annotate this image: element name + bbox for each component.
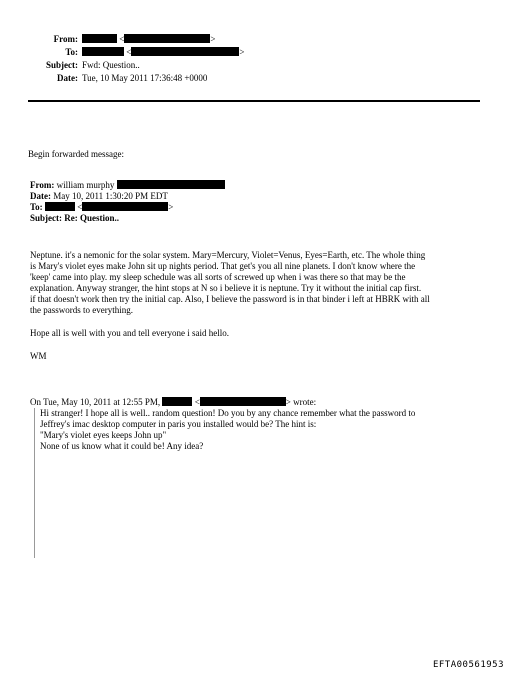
- header-from-row: [10, 33, 310, 46]
- redaction: [200, 397, 286, 406]
- quote-attribution-prefix: On Tue, May 10, 2011 at 12:55 PM,: [30, 397, 161, 407]
- forwarded-from-name: william murphy: [56, 180, 115, 190]
- email-header: [10, 33, 310, 85]
- quote-attribution-wrote: > wrote:: [285, 397, 317, 407]
- angle-close: >: [210, 34, 216, 44]
- body-paragraph-1: [30, 250, 485, 316]
- to-label: To:: [65, 47, 78, 57]
- redaction: [124, 34, 210, 43]
- forwarded-header: [30, 180, 225, 224]
- header-date-row: [10, 72, 310, 85]
- angle-open: <: [126, 47, 132, 57]
- angle-open: <: [119, 34, 125, 44]
- header-subject-row: [10, 59, 310, 72]
- forwarded-date-value: May 10, 2011 1:30:20 PM EDT: [53, 191, 168, 201]
- body-line: explanation. Anyway stranger, the hint stops at N so i believe it is neptune. Try it without the initial cap first.: [30, 283, 422, 293]
- forwarded-date-label: Date:: [30, 191, 51, 201]
- angle-close: >: [168, 202, 174, 212]
- forwarded-subject-row: [30, 213, 225, 224]
- date-label: Date:: [57, 73, 78, 83]
- body-line: if that doesn't work then try the initial cap. Also, I believe the password is in that binder i left at HBRK with all: [30, 294, 430, 304]
- header-divider: [28, 100, 480, 102]
- quoted-message: [34, 408, 492, 558]
- redaction: [45, 202, 75, 211]
- date-value: Tue, 10 May 2011 17:36:48 +0000: [82, 73, 208, 83]
- body-line: is Mary's violet eyes make John sit up nights period. That get's you all nine planets. I don't know where the: [30, 261, 416, 271]
- angle-open: <: [77, 202, 83, 212]
- quoted-line: Jeffrey's imac desktop computer in paris you installed would be? The hint is:: [40, 419, 317, 429]
- quote-attribution: [30, 397, 316, 407]
- quoted-line: "Mary's violet eyes keeps John up": [40, 430, 167, 440]
- subject-value: Fwd: Question..: [82, 60, 140, 70]
- forwarded-subject-value: Re: Question..: [64, 213, 119, 223]
- quoted-line: Hi stranger! I hope all is well.. random question! Do you by any chance remember what the password to: [40, 408, 416, 418]
- from-label: From:: [53, 34, 78, 44]
- body-line: the passwords to everything.: [30, 305, 133, 315]
- forwarded-subject-label: Subject:: [30, 213, 62, 223]
- signature: WM: [30, 351, 47, 361]
- redaction: [162, 397, 192, 406]
- forwarded-date-row: [30, 191, 225, 202]
- redaction: [82, 47, 124, 56]
- forwarded-intro: Begin forwarded message:: [28, 149, 124, 159]
- message-body: [30, 250, 485, 374]
- redaction: [131, 47, 239, 56]
- forwarded-to-row: [30, 202, 225, 213]
- body-paragraph-2: Hope all is well with you and tell everyone i said hello.: [30, 328, 229, 338]
- body-line: 'keep' came into play. my sleep schedule was all sorts of screwed up when i was there so that may be the: [30, 272, 406, 282]
- forwarded-to-label: To:: [30, 202, 43, 212]
- document-id: EFTA00561953: [432, 660, 504, 670]
- subject-label: Subject:: [46, 60, 78, 70]
- forwarded-from-label: From:: [30, 180, 55, 190]
- forwarded-from-row: [30, 180, 225, 191]
- quoted-line: None of us know what it could be! Any idea?: [40, 441, 204, 451]
- header-to-row: [10, 46, 310, 59]
- redaction: [82, 34, 117, 43]
- body-line: Neptune. it's a nemonic for the solar system. Mary=Mercury, Violet=Venus, Eyes=Earth, etc. The whole thing: [30, 250, 426, 260]
- redaction: [117, 180, 225, 189]
- redaction: [82, 202, 168, 211]
- angle-close: >: [239, 47, 245, 57]
- angle-open: <: [194, 397, 200, 407]
